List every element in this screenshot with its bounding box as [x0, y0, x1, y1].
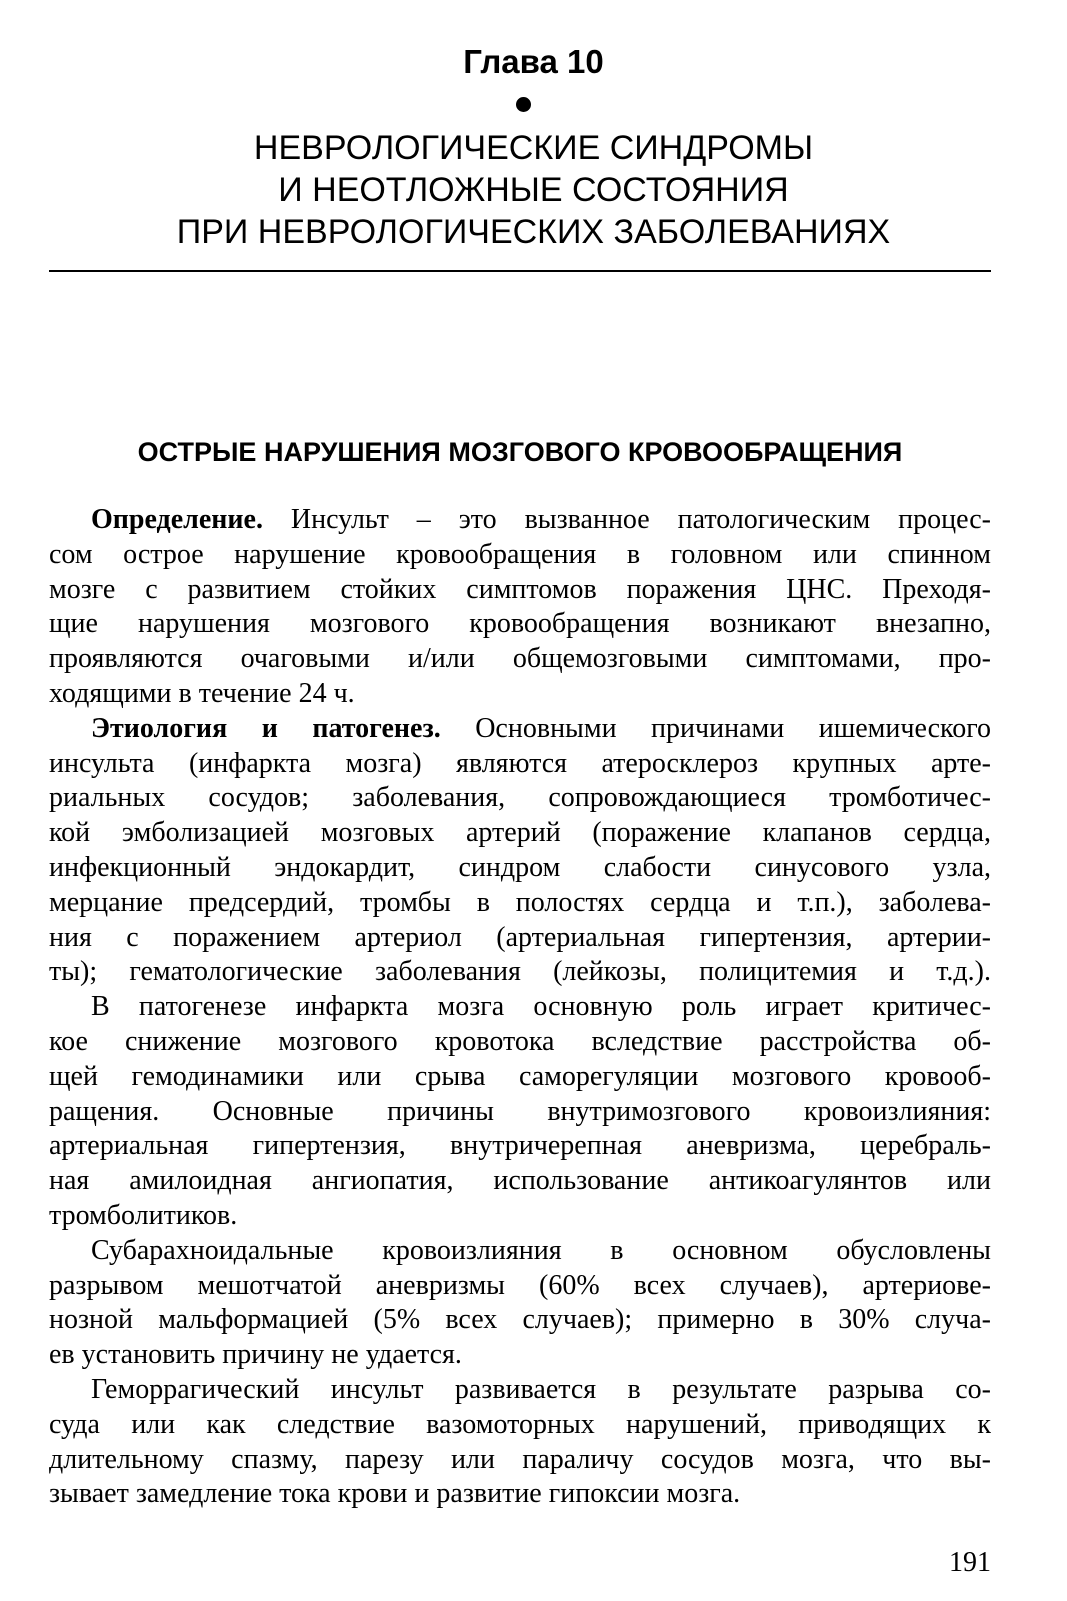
chapter-divider	[49, 270, 991, 272]
text-fragment: Инсульт – это вызванное патологическим процес-	[262, 504, 991, 535]
text-line: ев установить причину не удается.	[49, 1339, 462, 1371]
text-line: ния с поражением артериол (артериальная гипертензия, артерии-	[49, 921, 991, 953]
text-line: нозной мальформацией (5% всех случаев); примерно в 30% случа-	[49, 1304, 991, 1336]
section-heading: ОСТРЫЕ НАРУШЕНИЯ МОЗГОВОГО КРОВООБРАЩЕНИЯ	[137, 437, 903, 467]
text-line: щей гемодинамики или срыва саморегуляции мозгового кровооб-	[49, 1060, 991, 1092]
bullet-icon	[516, 97, 531, 112]
page-number: 191	[949, 1547, 991, 1578]
text-fragment: Основными причинами ишемического	[440, 712, 991, 744]
chapter-title-line: НЕВРОЛОГИЧЕСКИЕ СИНДРОМЫ	[253, 129, 814, 167]
text-line: риальных сосудов; заболевания, сопровождающиеся тромботичес-	[49, 782, 991, 814]
text-line: щие нарушения мозгового кровообращения возникают внезапно,	[49, 608, 991, 640]
text-line	[49, 712, 991, 747]
chapter-title-line: И НЕОТЛОЖНЫЕ СОСТОЯНИЯ	[278, 171, 789, 209]
paragraph-subarachnoid	[49, 1234, 991, 1373]
chapter-title	[40, 127, 1027, 253]
text-line: В патогенезе инфаркта мозга основную роль играет критичес-	[91, 991, 991, 1023]
paragraph-lead: Этиология и патогенез.	[91, 712, 441, 744]
paragraph-definition	[49, 503, 991, 712]
text-line: мозге с развитием стойких симптомов поражения ЦНС. Преходя-	[49, 573, 991, 605]
text-line: кой эмболизацией мозговых артерий (поражение клапанов сердца,	[49, 817, 991, 849]
text-line: инсульта (инфаркта мозга) являются атеросклероз крупных арте-	[49, 747, 991, 779]
text-line: Геморрагический инсульт развивается в результате разрыва со-	[91, 1373, 991, 1405]
text-line: мерцание предсердий, тромбы в полостях сердца и т.п.), заболева-	[49, 886, 991, 918]
body-text	[49, 503, 991, 1512]
text-line	[49, 503, 991, 538]
text-line: инфекционный эндокардит, синдром слабости синусового узла,	[49, 851, 991, 883]
text-line: ращения. Основные причины внутримозгового кровоизлияния:	[49, 1095, 991, 1127]
chapter-label: Глава 10	[463, 43, 604, 80]
text-line: суда или как следствие вазомоторных нарушений, приводящих к	[49, 1408, 991, 1440]
paragraph-lead: Определение.	[91, 504, 263, 535]
text-line: разрывом мешотчатой аневризмы (60% всех случаев), артериове-	[49, 1269, 991, 1301]
text-line: ная амилоидная ангиопатия, использование антикоагулянтов или	[49, 1165, 991, 1197]
text-line: сом острое нарушение кровообращения в головном или спинном	[49, 538, 991, 570]
text-line: артериальная гипертензия, внутричерепная аневризма, церебраль-	[49, 1130, 991, 1162]
text-line: кое снижение мозгового кровотока вследствие расстройства об-	[49, 1025, 991, 1057]
text-line: ходящими в течение 24 ч.	[49, 677, 355, 709]
text-line: тромболитиков.	[49, 1199, 238, 1231]
text-line: проявляются очаговыми и/или общемозговыми симптомами, про-	[49, 643, 991, 675]
paragraph-pathogenesis	[49, 990, 991, 1234]
text-line: длительному спазму, парезу или параличу сосудов мозга, что вы-	[49, 1443, 991, 1475]
paragraph-hemorrhagic	[49, 1373, 991, 1512]
text-line: Субарахноидальные кровоизлияния в основном обусловлены	[91, 1234, 991, 1266]
paragraph-etiology	[49, 712, 991, 990]
chapter-title-line: ПРИ НЕВРОЛОГИЧЕСКИХ ЗАБОЛЕВАНИЯХ	[176, 213, 891, 251]
text-line: зывает замедление тока крови и развитие гипоксии мозга.	[49, 1478, 741, 1510]
text-line: ты); гематологические заболевания (лейкозы, полицитемия и т.д.).	[49, 956, 991, 988]
